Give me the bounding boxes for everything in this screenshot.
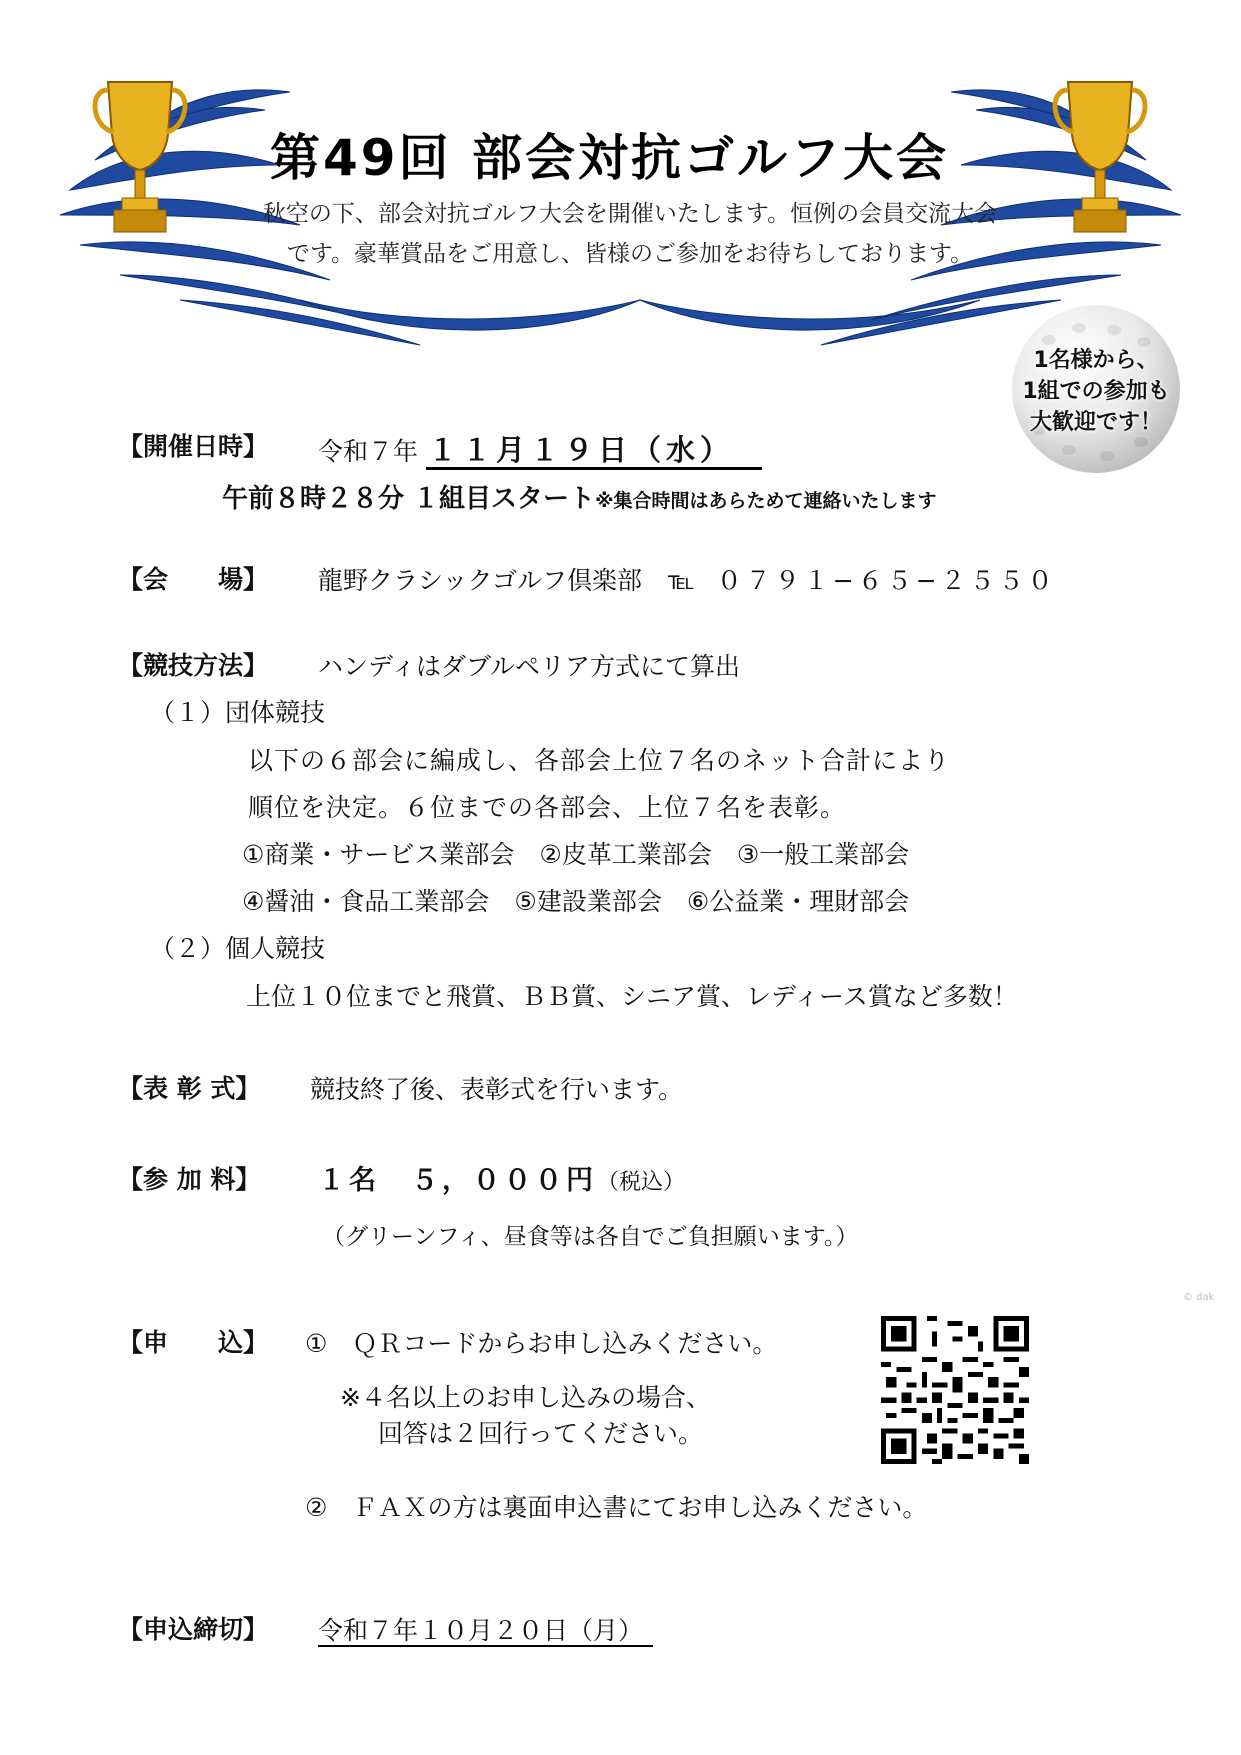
individual-heading: （２）個人競技 bbox=[150, 934, 326, 963]
handicap-text: ハンディはダブルペリア方式にて算出 bbox=[318, 652, 741, 681]
fee-note: （グリーンフィ、昼食等は各自でご負担願います。） bbox=[322, 1224, 859, 1250]
venue-label: 【会 場】 bbox=[118, 565, 269, 594]
application-note-line-2: 回答は２回行ってください。 bbox=[378, 1419, 704, 1448]
schedule-label: 【開催日時】 bbox=[118, 432, 269, 461]
watermark-text: © dak bbox=[1183, 1292, 1215, 1303]
individual-line: 上位１０位までと飛賞、ＢＢ賞、シニア賞、レディース賞など多数！ bbox=[246, 982, 1018, 1011]
intro-line-2: です。豪華賞品をご用意し、皆様のご参加をお待ちしております。 bbox=[286, 241, 974, 267]
schedule-start-time: 午前８時２８分 １組目スタート bbox=[222, 484, 596, 514]
team-heading: （１）団体競技 bbox=[150, 698, 326, 727]
application-label: 【申 込】 bbox=[118, 1328, 269, 1357]
application-item-1: ① ＱＲコードからお申し込みください。 bbox=[305, 1329, 778, 1358]
schedule-date: １１月１９日（水） bbox=[426, 433, 762, 470]
application-item-2: ② ＦＡＸの方は裏面申込書にてお申し込みください。 bbox=[305, 1493, 928, 1522]
competition-label: 【競技方法】 bbox=[118, 651, 269, 680]
team-line-1: 以下の６部会に編成し、各部会上位７名のネット合計により bbox=[248, 746, 951, 775]
schedule-note: ※集合時間はあらためて連絡いたします bbox=[595, 490, 937, 512]
ceremony-text: 競技終了後、表彰式を行います。 bbox=[310, 1075, 684, 1104]
badge-line-2: 1組での参加も bbox=[1022, 379, 1170, 404]
deadline-label: 【申込締切】 bbox=[118, 1615, 269, 1644]
venue-tel: ０７９１−６５−２５５０ bbox=[716, 566, 1057, 595]
golf-ball-badge bbox=[1012, 305, 1180, 473]
fee-label: 【参 加 料】 bbox=[118, 1165, 261, 1194]
deadline-date: 令和７年１０月２０日（月） bbox=[318, 1616, 653, 1647]
divisions-row-2: ④醤油・食品工業部会 ⑤建設業部会 ⑥公益業・理財部会 bbox=[242, 887, 910, 916]
fee-amount: １名 ５，０００円 bbox=[318, 1165, 597, 1196]
page-title: 第49回 部会対抗ゴルフ大会 bbox=[270, 129, 949, 187]
divisions-row-1: ①商業・サービス業部会 ②皮革工業部会 ③一般工業部会 bbox=[242, 840, 910, 869]
fee-tax: （税込） bbox=[597, 1170, 686, 1195]
intro-line-1: 秋空の下、部会対抗ゴルフ大会を開催いたします。恒例の会員交流大会 bbox=[262, 201, 998, 227]
badge-line-1: 1名様から、 bbox=[1033, 348, 1159, 373]
application-note-line-1: ※４名以上のお申し込みの場合、 bbox=[340, 1383, 711, 1412]
schedule-era-year: 令和７年 bbox=[318, 437, 419, 466]
badge-line-3: 大歓迎です！ bbox=[1029, 410, 1162, 435]
application-qr-code[interactable] bbox=[881, 1316, 1029, 1464]
tel-icon: ℡ bbox=[667, 566, 695, 595]
ceremony-label: 【表 彰 式】 bbox=[118, 1074, 261, 1103]
team-line-2: 順位を決定。６位までの各部会、上位７名を表彰。 bbox=[248, 793, 847, 822]
venue-name: 龍野クラシックゴルフ倶楽部 bbox=[318, 566, 643, 595]
